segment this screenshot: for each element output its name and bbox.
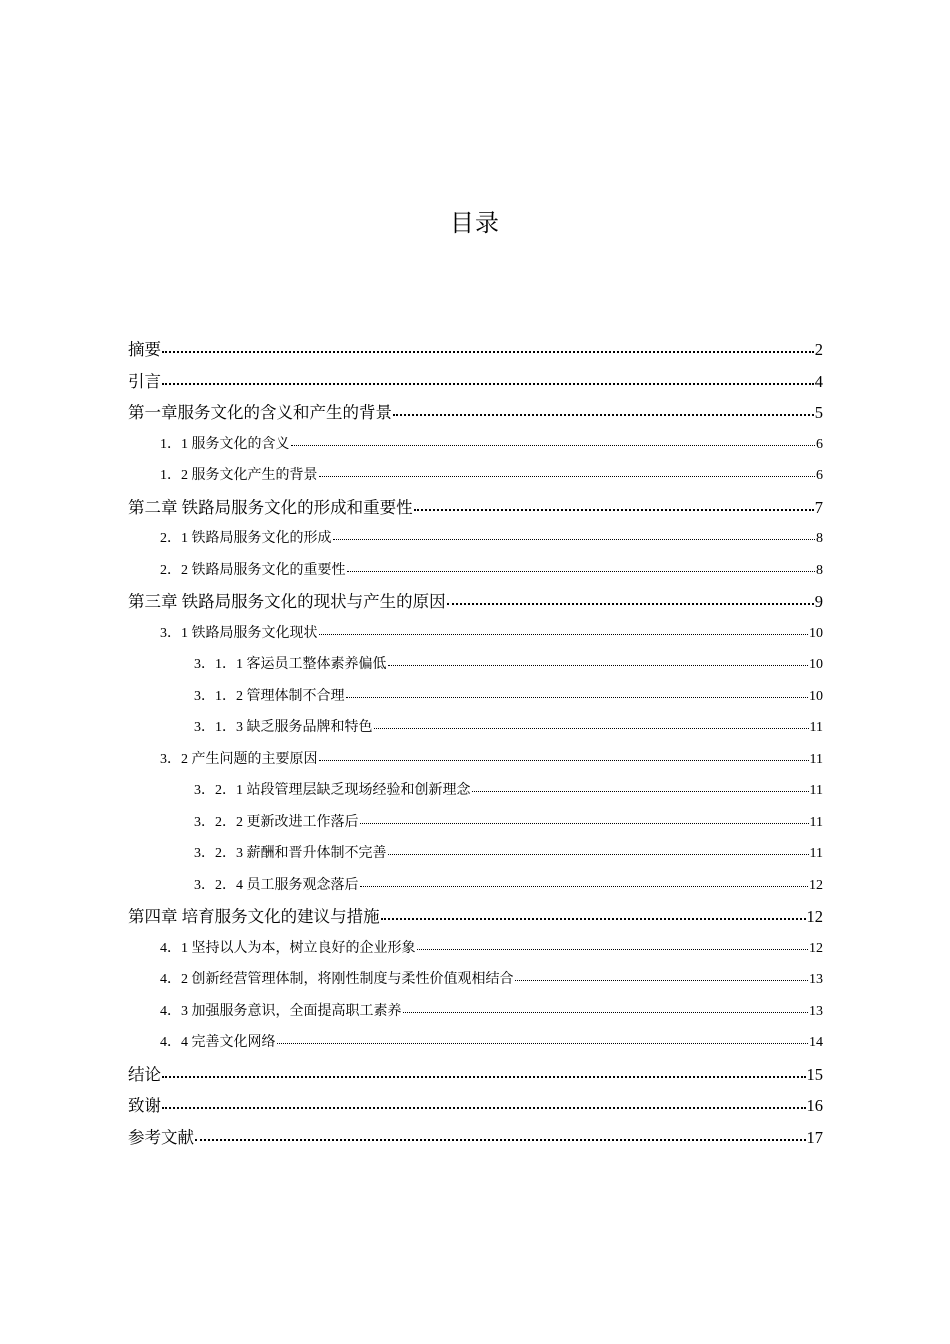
toc-entry-page-number: 8	[816, 531, 823, 546]
toc-entry[interactable]	[128, 334, 823, 366]
toc-entry[interactable]	[128, 933, 823, 965]
toc-entry-page-number: 9	[814, 592, 823, 611]
toc-entry-title: 摘要	[128, 340, 161, 359]
toc-entry-page-number: 6	[816, 468, 823, 483]
toc-title: 目录	[450, 209, 500, 237]
toc-entry[interactable]	[128, 366, 823, 398]
toc-entry[interactable]	[128, 775, 823, 807]
toc-entry-page-number: 11	[809, 751, 823, 767]
toc-entry-page-number: 11	[809, 720, 823, 735]
dot-leader	[515, 980, 809, 981]
toc-entry[interactable]	[128, 523, 823, 555]
toc-entry-title: 1．2 服务文化产生的背景	[160, 468, 318, 483]
toc-entry[interactable]	[128, 460, 823, 492]
toc-entry[interactable]	[128, 649, 823, 681]
dot-leader	[360, 886, 809, 887]
toc-entry-page-number: 11	[809, 783, 823, 798]
toc-entry[interactable]	[128, 1090, 823, 1122]
toc-entry-title: 第三章 铁路局服务文化的现状与产生的原因	[128, 592, 446, 611]
toc-entry-title: 3．2．2 更新改进工作落后	[194, 814, 359, 830]
toc-entry-page-number: 4	[814, 371, 823, 391]
toc-entry[interactable]	[128, 1059, 823, 1091]
toc-entry-title: 致谢	[128, 1096, 161, 1115]
dot-leader	[381, 918, 806, 920]
toc-entry-title: 3．2．1 站段管理层缺乏现场经验和创新理念	[194, 783, 471, 798]
toc-entry[interactable]	[128, 618, 823, 650]
toc-entry-page-number: 17	[806, 1127, 823, 1147]
toc-entry-title: 3．2 产生问题的主要原因	[160, 751, 318, 767]
toc-entry-title: 4．4 完善文化网络	[160, 1035, 276, 1050]
dot-leader	[319, 760, 809, 761]
dot-leader	[472, 791, 809, 792]
toc-entry-page-number: 10	[809, 625, 823, 641]
toc-entry-title: 第四章 培育服务文化的建议与措施	[128, 907, 380, 926]
toc-entry-title: 4．2 创新经营管理体制，将刚性制度与柔性价值观相结合	[160, 972, 514, 987]
dot-leader	[162, 1107, 806, 1109]
dot-leader	[319, 476, 816, 477]
dot-leader	[393, 414, 814, 416]
toc-entry-title: 4．1 坚持以人为本，树立良好的企业形象	[160, 940, 416, 956]
toc-entry-title: 3．1．1 客运员工整体素养偏低	[194, 657, 387, 672]
toc-entry[interactable]	[128, 901, 823, 933]
toc-entry-page-number: 16	[806, 1096, 823, 1115]
dot-leader	[347, 571, 816, 572]
toc-entry[interactable]	[128, 744, 823, 776]
toc-entry-title: 第一章服务文化的含义和产生的背景	[128, 403, 392, 422]
toc-entry-page-number: 10	[809, 657, 823, 672]
toc-entry-title: 4．3 加强服务意识，全面提高职工素养	[160, 1003, 402, 1019]
toc-entry-page-number: 12	[809, 940, 823, 956]
dot-leader	[403, 1012, 809, 1013]
toc-entry-title: 3．1．2 管理体制不合理	[194, 688, 345, 704]
dot-leader	[417, 949, 809, 950]
toc-entry[interactable]	[128, 681, 823, 713]
toc-entry-title: 引言	[128, 371, 161, 391]
toc-entry-page-number: 6	[816, 436, 823, 452]
dot-leader	[374, 728, 809, 729]
toc-entry[interactable]	[128, 964, 823, 996]
dot-leader	[319, 634, 809, 635]
toc-entry-title: 3．2．4 员工服务观念落后	[194, 877, 359, 893]
dot-leader	[346, 697, 809, 698]
toc-entry-page-number: 7	[814, 497, 823, 517]
toc-entry-page-number: 13	[809, 972, 823, 987]
toc-entry-page-number: 12	[809, 877, 823, 893]
dot-leader	[195, 1139, 806, 1141]
toc-entry-title: 3．1．3 缺乏服务品牌和特色	[194, 720, 373, 735]
toc-entry[interactable]	[128, 397, 823, 429]
toc-entry-page-number: 15	[806, 1064, 823, 1084]
toc-entry-page-number: 12	[806, 907, 823, 926]
toc-entry[interactable]	[128, 555, 823, 587]
toc-entry-title: 1．1 服务文化的含义	[160, 436, 290, 452]
dot-leader	[388, 665, 809, 666]
dot-leader	[277, 1043, 809, 1044]
dot-leader	[162, 351, 814, 353]
toc-entry[interactable]	[128, 1027, 823, 1059]
toc-entry[interactable]	[128, 712, 823, 744]
dot-leader	[414, 509, 814, 511]
toc-entry-title: 3．2．3 薪酬和晋升体制不完善	[194, 846, 387, 861]
toc-entry[interactable]	[128, 429, 823, 461]
dot-leader	[447, 603, 814, 605]
toc-entry[interactable]	[128, 996, 823, 1028]
toc-entry[interactable]	[128, 492, 823, 524]
toc-entry-page-number: 13	[809, 1003, 823, 1019]
toc-entry-page-number: 11	[809, 814, 823, 830]
toc-entry-title: 2．2 铁路局服务文化的重要性	[160, 562, 346, 578]
toc-entry-page-number: 8	[816, 562, 823, 578]
toc-entry-title: 2．1 铁路局服务文化的形成	[160, 531, 332, 546]
dot-leader	[360, 823, 809, 824]
toc-entry[interactable]	[128, 586, 823, 618]
toc-entry-title: 参考文献	[128, 1127, 194, 1147]
table-of-contents	[128, 334, 823, 1153]
dot-leader	[333, 539, 816, 540]
toc-entry-page-number: 2	[814, 340, 823, 359]
dot-leader	[162, 1076, 806, 1078]
toc-entry-title: 3．1 铁路局服务文化现状	[160, 625, 318, 641]
dot-leader	[291, 445, 816, 446]
toc-entry[interactable]	[128, 1122, 823, 1154]
toc-entry[interactable]	[128, 870, 823, 902]
toc-entry-page-number: 11	[809, 846, 823, 861]
dot-leader	[162, 383, 814, 385]
toc-entry[interactable]	[128, 807, 823, 839]
toc-entry[interactable]	[128, 838, 823, 870]
dot-leader	[388, 854, 809, 855]
toc-entry-page-number: 14	[809, 1035, 823, 1050]
toc-entry-title: 结论	[128, 1064, 161, 1084]
toc-entry-title: 第二章 铁路局服务文化的形成和重要性	[128, 497, 413, 517]
toc-entry-page-number: 10	[809, 688, 823, 704]
toc-entry-page-number: 5	[814, 403, 823, 422]
